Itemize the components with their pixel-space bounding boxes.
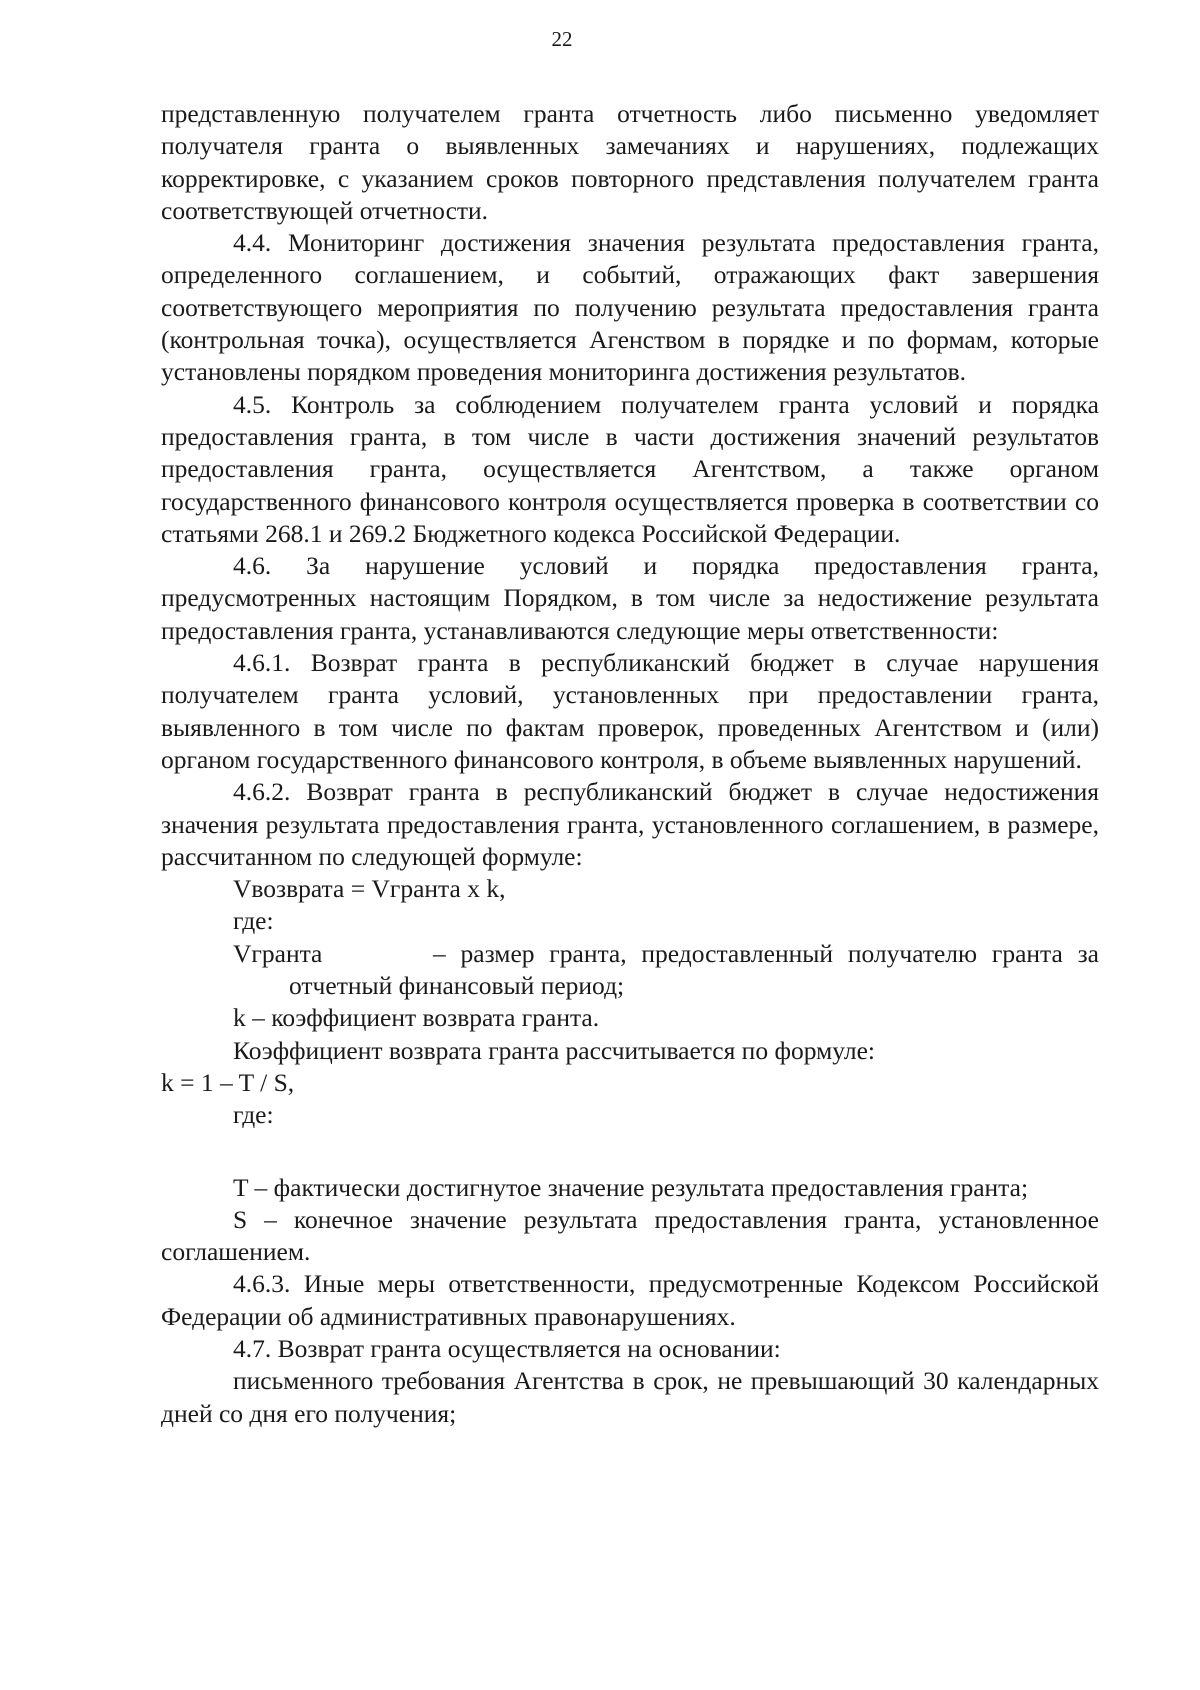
formula-refund: Vвозврата = Vгранта x k, xyxy=(233,874,506,904)
paragraph-4-4: 4.4. Мониторинг достижения значения результата предоставления гранта, определенного соглашением, и событий, отражающих факт завершения соответствующего мероприятия по получению результата предоставления гранта (контрольная точка), осуществляется Агенством в порядке и по формам, которые установлены порядком проведения мониторинга достижения результатов. xyxy=(161,228,1099,387)
paragraph-4-6-1: 4.6.1. Возврат гранта в республиканский бюджет в случае нарушения получателем гранта условий, установленных при предоставлении гранта, выявленного в том числе по фактам проверок, проведенных Агентством и (или) органом государственного финансового контроля, в объеме выявленных нарушений. xyxy=(161,648,1099,774)
where-label-1: где: xyxy=(233,906,274,936)
definition-vgranta-text: – размер гранта, предоставленный получателю гранта за отчетный финансовый период; xyxy=(289,938,1099,1001)
definition-vgranta xyxy=(161,938,1099,1003)
coefficient-intro: Коэффициент возврата гранта рассчитывается по формуле: xyxy=(233,1035,875,1065)
page-number: 22 xyxy=(551,27,573,51)
paragraph-4-6-3: 4.6.3. Иные меры ответственности, предусмотренные Кодексом Российской Федерации об административных правонарушениях. xyxy=(161,1269,1099,1331)
document-body xyxy=(161,98,1099,1430)
blank-space xyxy=(161,1132,1099,1172)
definition-s: S – конечное значение результата предоставления гранта, установленное соглашением. xyxy=(161,1204,1099,1267)
paragraph-continuation: представленную получателем гранта отчетность либо письменно уведомляет получателя гранта о выявленных замечаниях и нарушениях, подлежащих корректировке, с указанием сроков повторного представления получателем гранта соответствующей отчетности. xyxy=(161,99,1099,225)
paragraph-written-demand: письменного требования Агентства в срок, не превышающий 30 календарных дней со дня его получения; xyxy=(161,1366,1099,1428)
paragraph-4-5: 4.5. Контроль за соблюдением получателем гранта условий и порядка предоставления гранта, в том числе в части достижения значений результатов предоставления гранта, осуществляется Агентством, а также органом государственного финансового контроля осуществляется проверка в соответствии со статьями 268.1 и 269.2 Бюджетного кодекса Российской Федерации. xyxy=(161,389,1099,548)
paragraph-4-7: 4.7. Возврат гранта осуществляется на основании: xyxy=(233,1333,781,1363)
where-label-2: где: xyxy=(233,1100,274,1130)
definition-t: T – фактически достигнутое значение результата предоставления гранта; xyxy=(233,1172,1029,1202)
formula-coefficient: k = 1 – T / S, xyxy=(161,1067,295,1097)
paragraph-4-6-2: 4.6.2. Возврат гранта в республиканский бюджет в случае недостижения значения результата предоставления гранта, установленного соглашением, в размере, рассчитанном по следующей формуле: xyxy=(161,777,1099,871)
paragraph-4-6: 4.6. За нарушение условий и порядка предоставления гранта, предусмотренных настоящим Порядком, в том числе за недостижение результата предоставления гранта, устанавливаются следующие меры ответственности: xyxy=(161,551,1099,645)
term-vgranta: Vгранта xyxy=(233,938,323,968)
definition-k: k – коэффициент возврата гранта. xyxy=(233,1003,600,1033)
